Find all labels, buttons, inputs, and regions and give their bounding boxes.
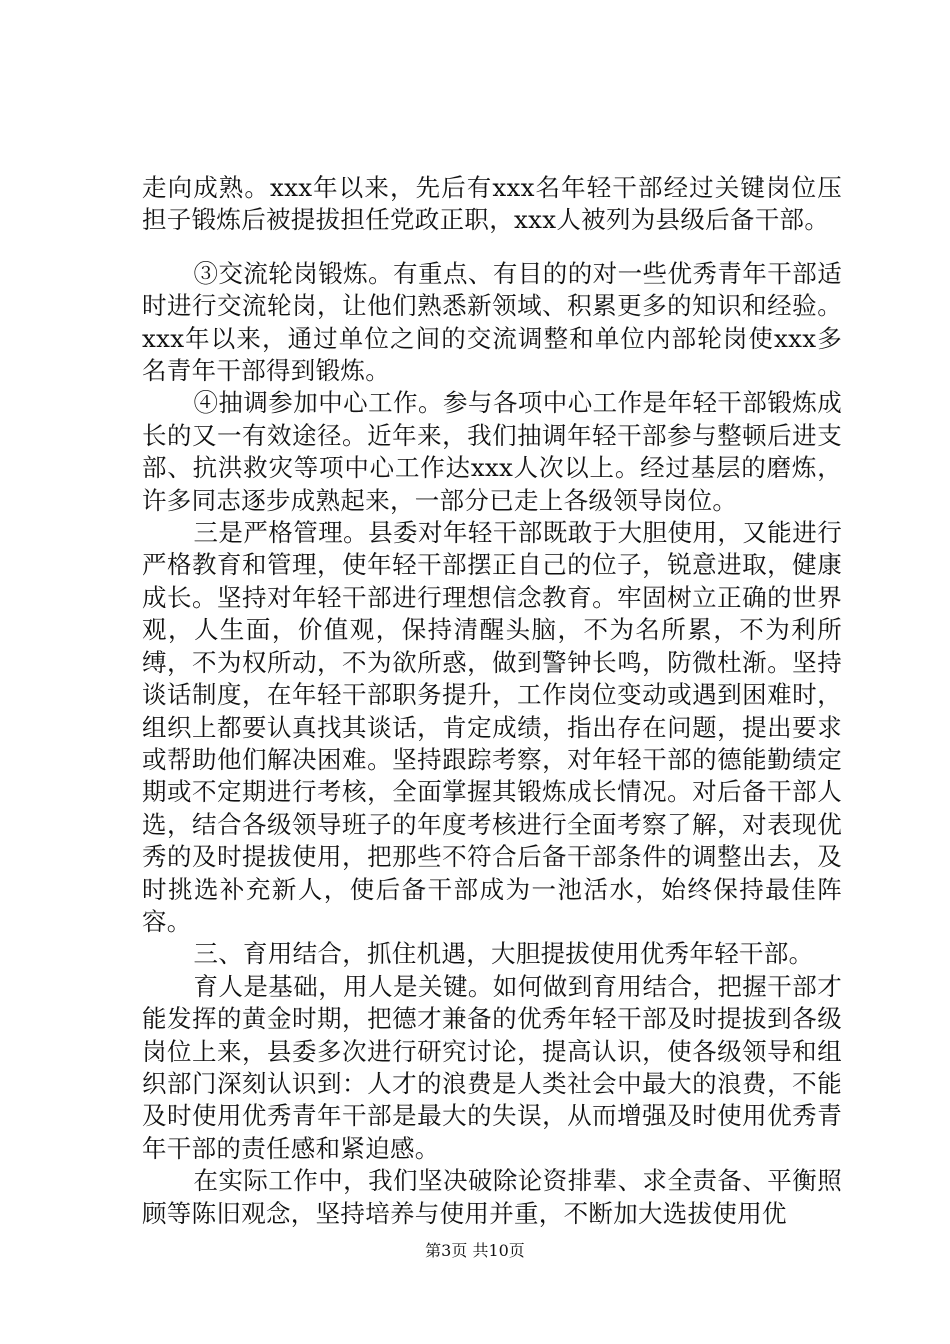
paragraph-6: 在实际工作中，我们坚决破除论资排辈、求全责备、平衡照顾等陈旧观念，坚持培养与使用并重，不断加大选拔使用优 — [142, 1166, 842, 1228]
document-body — [142, 172, 842, 1230]
section-heading: 三、育用结合，抓住机遇，大胆提拔使用优秀年轻干部。 — [193, 939, 814, 969]
paragraph-5: 育人是基础，用人是关键。如何做到育用结合，把握干部才能发挥的黄金时期，把德才兼备的优秀年轻干部及时提拔到各级岗位上来，县委多次进行研究讨论，提高认识，使各级领导和组织部门深刻认识到：人才的浪费是人类社会中最大的浪费，不能及时使用优秀青年干部是最大的失误，从而增强及时使用优秀青年干部的责任感和紧迫感。 — [142, 971, 842, 1163]
paragraph-3: ④抽调参加中心工作。参与各项中心工作是年轻干部锻炼成长的又一有效途径。近年来，我们抽调年轻干部参与整顿后进支部、抗洪救灾等项中心工作达xxx人次以上。经过基层的磨炼，许多同志逐步成熟起来，一部分已走上各级领导岗位。 — [142, 388, 842, 515]
page-footer: 第3页 共10页 — [425, 1241, 525, 1260]
paragraph-4: 三是严格管理。县委对年轻干部既敢于大胆使用，又能进行严格教育和管理，使年轻干部摆正自己的位子，锐意进取，健康成长。坚持对年轻干部进行理想信念教育。牢固树立正确的世界观，人生面，价值观，保持清醒头脑，不为名所累，不为利所缚，不为权所动，不为欲所惑，做到警钟长鸣，防微杜渐。坚持谈话制度，在年轻干部职务提升，工作岗位变动或遇到困难时，组织上都要认真找其谈话，肯定成绩，指出存在问题，提出要求或帮助他们解决困难。坚持跟踪考察，对年轻干部的德能勤绩定期或不定期进行考核，全面掌握其锻炼成长情况。对后备干部人选，结合各级领导班子的年度考核进行全面考察了解，对表现优秀的及时提拔使用，把那些不符合后备干部条件的调整出去，及时挑选补充新人，使后备干部成为一池活水，始终保持最佳阵容。 — [142, 518, 842, 936]
paragraph-2: ③交流轮岗锻炼。有重点、有目的的对一些优秀青年干部适时进行交流轮岗，让他们熟悉新领域、积累更多的知识和经验。xxx年以来，通过单位之间的交流调整和单位内部轮岗使xxx多名青年干部得到锻炼。 — [142, 258, 842, 386]
paragraph-gap — [142, 237, 842, 258]
paragraph-1: 走向成熟。xxx年以来，先后有xxx名年轻干部经过关键岗位压担子锻炼后被提拔担任党政正职，xxx人被列为县级后备干部。 — [142, 173, 842, 235]
